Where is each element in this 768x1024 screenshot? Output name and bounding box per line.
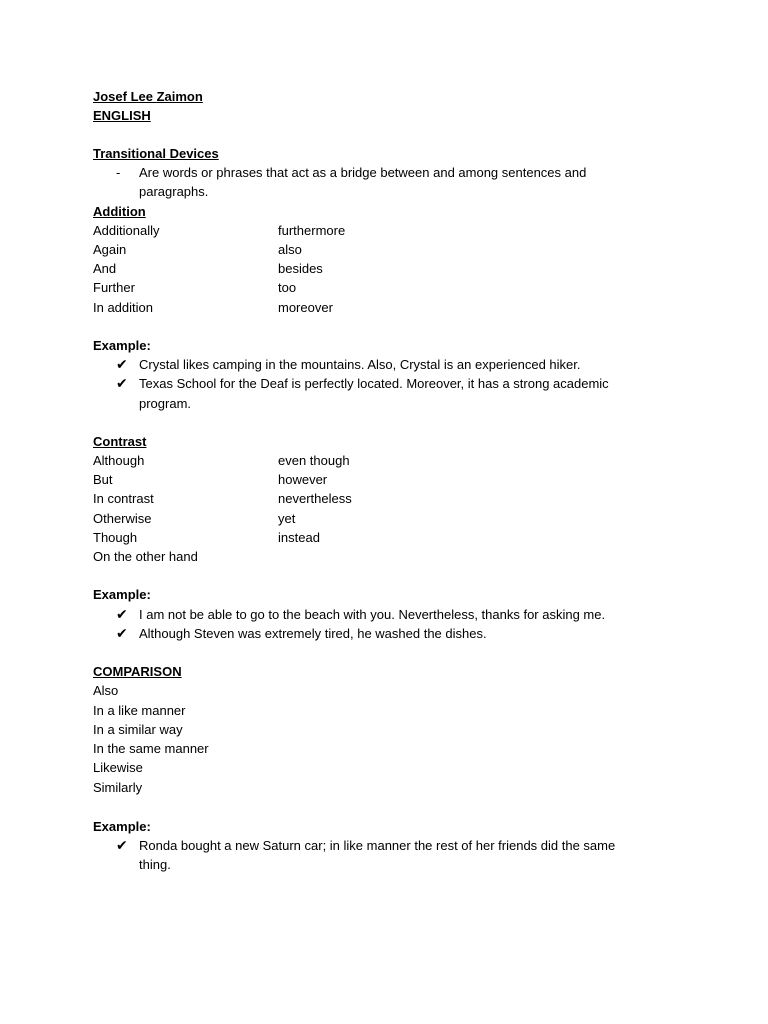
example-text-cont: program. <box>139 396 192 411</box>
comparison-item: In a similar way <box>93 722 183 737</box>
contrast-right: even though <box>278 453 350 468</box>
comparison-item: Likewise <box>93 760 143 775</box>
contrast-heading: Contrast <box>93 434 147 449</box>
author-name: Josef Lee Zaimon <box>93 89 203 104</box>
example-text: Ronda bought a new Saturn car; in like manner the rest of her friends did the same <box>139 838 616 853</box>
addition-right: moreover <box>278 300 333 315</box>
contrast-left: On the other hand <box>93 549 198 564</box>
addition-right: besides <box>278 261 323 276</box>
example-text: I am not be able to go to the beach with you. Nevertheless, thanks for asking me. <box>139 607 606 622</box>
addition-row <box>93 240 302 259</box>
check-icon: ✔ <box>116 356 128 372</box>
addition-row <box>93 221 346 240</box>
topic-title: Transitional Devices <box>93 146 219 161</box>
contrast-right: nevertheless <box>278 491 352 506</box>
check-icon: ✔ <box>116 625 128 641</box>
example-text-cont: thing. <box>139 857 171 872</box>
example-text: Although Steven was extremely tired, he washed the dishes. <box>139 626 487 641</box>
addition-right: too <box>278 280 297 295</box>
contrast-right: yet <box>278 511 296 526</box>
comparison-item: Also <box>93 683 119 698</box>
addition-left: Further <box>93 280 135 295</box>
addition-row <box>93 278 297 297</box>
comparison-example-label: Example: <box>93 819 151 834</box>
addition-left: Again <box>93 242 127 257</box>
contrast-left: Though <box>93 530 138 545</box>
comparison-item: In the same manner <box>93 741 209 756</box>
contrast-row <box>93 528 320 547</box>
check-icon: ✔ <box>116 606 128 622</box>
definition-text: Are words or phrases that act as a bridge between and among sentences and <box>139 165 587 180</box>
addition-left: In addition <box>93 300 153 315</box>
comparison-heading: COMPARISON <box>93 664 182 679</box>
contrast-row <box>93 509 296 528</box>
example-text: Texas School for the Deaf is perfectly located. Moreover, it has a strong academic <box>139 376 609 391</box>
comparison-item: In a like manner <box>93 703 186 718</box>
addition-right: furthermore <box>278 223 346 238</box>
contrast-row <box>93 489 352 508</box>
addition-row <box>93 259 323 278</box>
contrast-right: instead <box>278 530 320 545</box>
definition-text-cont: paragraphs. <box>139 184 209 199</box>
subject-title: ENGLISH <box>93 108 151 123</box>
addition-left: And <box>93 261 117 276</box>
dash-bullet: - <box>116 165 121 180</box>
addition-heading: Addition <box>93 204 146 219</box>
comparison-item: Similarly <box>93 780 143 795</box>
contrast-right: however <box>278 472 328 487</box>
addition-left: Additionally <box>93 223 160 238</box>
contrast-left: In contrast <box>93 491 154 506</box>
check-icon: ✔ <box>116 837 128 853</box>
contrast-left: But <box>93 472 113 487</box>
addition-example-label: Example: <box>93 338 151 353</box>
addition-right: also <box>278 242 302 257</box>
addition-row <box>93 298 333 317</box>
contrast-left: Otherwise <box>93 511 152 526</box>
example-text: Crystal likes camping in the mountains. Also, Crystal is an experienced hiker. <box>139 357 581 372</box>
contrast-row <box>93 470 328 489</box>
check-icon: ✔ <box>116 375 128 391</box>
contrast-row <box>93 451 350 470</box>
contrast-row <box>93 547 198 566</box>
contrast-example-label: Example: <box>93 587 151 602</box>
contrast-left: Although <box>93 453 145 468</box>
